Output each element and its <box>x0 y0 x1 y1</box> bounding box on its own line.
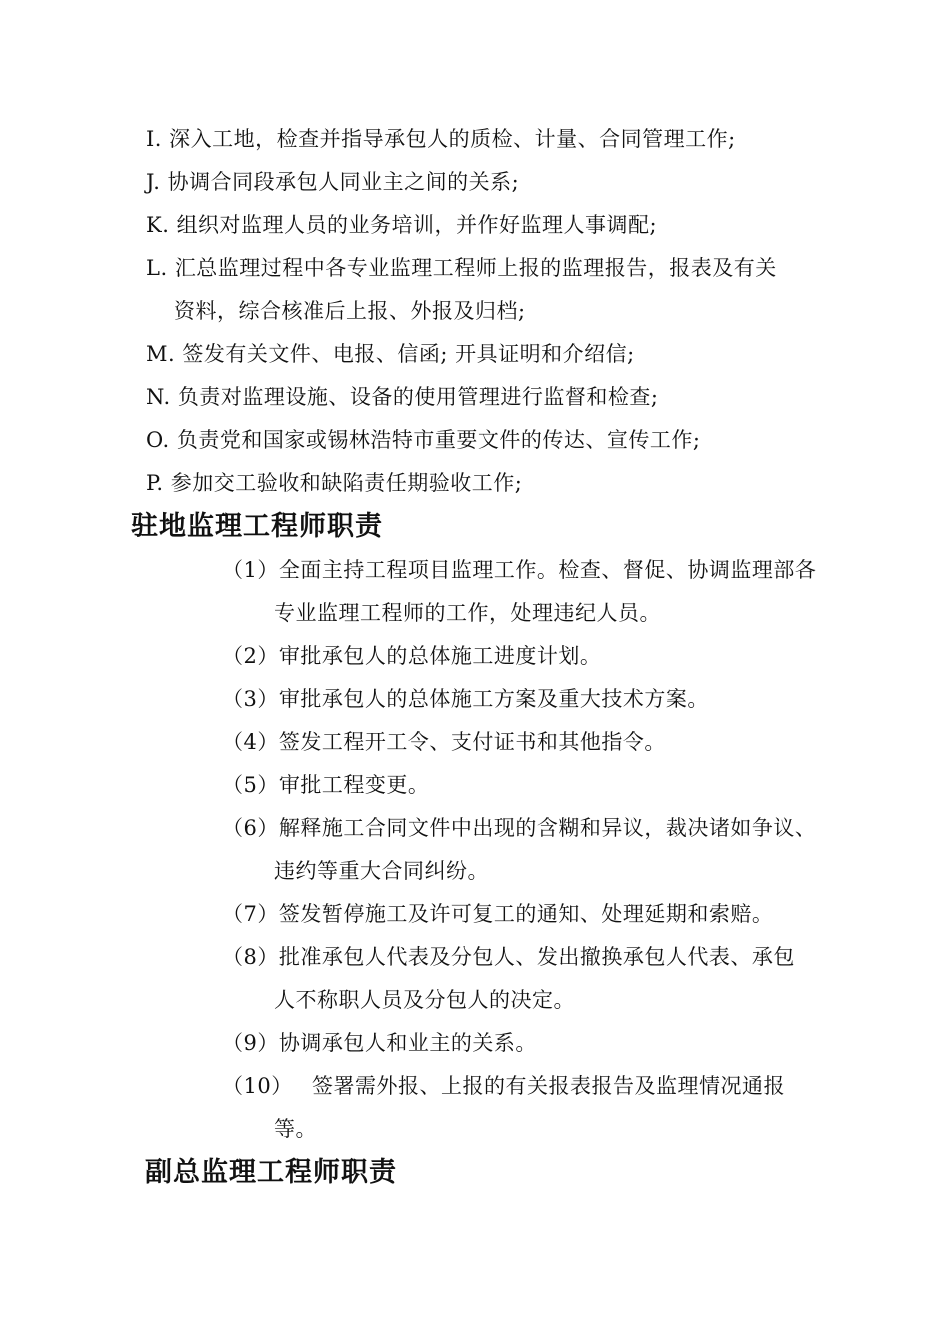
duty-item-5 <box>222 771 429 799</box>
item-marker: （2） <box>222 644 279 668</box>
item-marker: M. <box>146 342 176 366</box>
item-text: 协调承包人和业主的关系。 <box>278 1031 537 1055</box>
item-text: 签发有关文件、电报、信函; 开具证明和介绍信; <box>182 342 635 366</box>
item-text: 签发暂停施工及许可复工的通知、处理延期和索赔。 <box>278 902 774 926</box>
duty-item-2 <box>222 642 601 670</box>
item-marker: （4） <box>222 730 279 754</box>
duty-item-6-continuation: 违约等重大合同纠纷。 <box>274 859 489 883</box>
section-heading-deputy: 副总监理工程师职责 <box>145 1157 397 1188</box>
item-marker: （1） <box>222 558 279 582</box>
duty-item-8-continuation: 人不称职人员及分包人的决定。 <box>274 988 575 1012</box>
duty-item-8 <box>222 943 795 971</box>
duty-item-6 <box>222 814 816 842</box>
item-text: 负责对监理设施、设备的使用管理进行监督和检查; <box>177 385 659 409</box>
item-marker: P. <box>146 471 164 495</box>
item-marker: N. <box>146 385 171 409</box>
item-marker: O. <box>146 428 170 452</box>
duty-item-10 <box>222 1072 785 1100</box>
list-item-j <box>146 168 519 196</box>
item-marker: K. <box>146 213 170 237</box>
item-marker: （5） <box>222 773 279 797</box>
item-text: 协调合同段承包人同业主之间的关系; <box>167 170 520 194</box>
list-item-i <box>146 125 736 153</box>
list-item-m <box>146 340 635 368</box>
item-marker: （10） <box>222 1074 293 1098</box>
item-marker: I. <box>146 127 162 151</box>
list-item-n <box>146 383 658 411</box>
section-heading-resident: 驻地监理工程师职责 <box>131 511 383 542</box>
duty-item-10-continuation: 等。 <box>274 1117 317 1141</box>
item-marker: （7） <box>222 902 279 926</box>
item-text: 深入工地，检查并指导承包人的质检、计量、合同管理工作; <box>169 127 736 151</box>
item-text: 组织对监理人员的业务培训，并作好监理人事调配; <box>176 213 658 237</box>
duty-item-7 <box>222 900 773 928</box>
item-marker: L. <box>146 256 168 280</box>
item-text: 参加交工验收和缺陷责任期验收工作; <box>170 471 523 495</box>
list-item-o <box>146 426 700 454</box>
item-text: 签署需外报、上报的有关报表报告及监理情况通报 <box>312 1074 785 1098</box>
list-item-l <box>146 254 777 282</box>
item-text: 批准承包人代表及分包人、发出撤换承包人代表、承包 <box>278 945 795 969</box>
item-marker: （3） <box>222 687 279 711</box>
duty-item-3 <box>222 685 709 713</box>
duty-item-1-continuation: 专业监理工程师的工作，处理违纪人员。 <box>274 601 661 625</box>
duty-item-9 <box>222 1029 537 1057</box>
item-text: 审批工程变更。 <box>278 773 430 797</box>
list-item-k <box>146 211 657 239</box>
duty-item-1 <box>222 556 816 584</box>
item-marker: （9） <box>222 1031 279 1055</box>
duty-item-4 <box>222 728 666 756</box>
item-marker: J. <box>146 170 161 194</box>
list-item-l-continuation: 资料，综合核准后上报、外报及归档; <box>174 299 526 323</box>
item-text: 汇总监理过程中各专业监理工程师上报的监理报告，报表及有关 <box>174 256 777 280</box>
item-text: 负责党和国家或锡林浩特市重要文件的传达、宣传工作; <box>176 428 701 452</box>
item-text: 审批承包人的总体施工方案及重大技术方案。 <box>278 687 709 711</box>
item-text: 签发工程开工令、支付证书和其他指令。 <box>278 730 666 754</box>
item-text: 全面主持工程项目监理工作。检查、督促、协调监理部各 <box>278 558 817 582</box>
item-marker: （8） <box>222 945 279 969</box>
item-marker: （6） <box>222 816 279 840</box>
item-text: 解释施工合同文件中出现的含糊和异议，裁决诸如争议、 <box>278 816 817 840</box>
item-text: 审批承包人的总体施工进度计划。 <box>278 644 602 668</box>
list-item-p <box>146 469 522 497</box>
